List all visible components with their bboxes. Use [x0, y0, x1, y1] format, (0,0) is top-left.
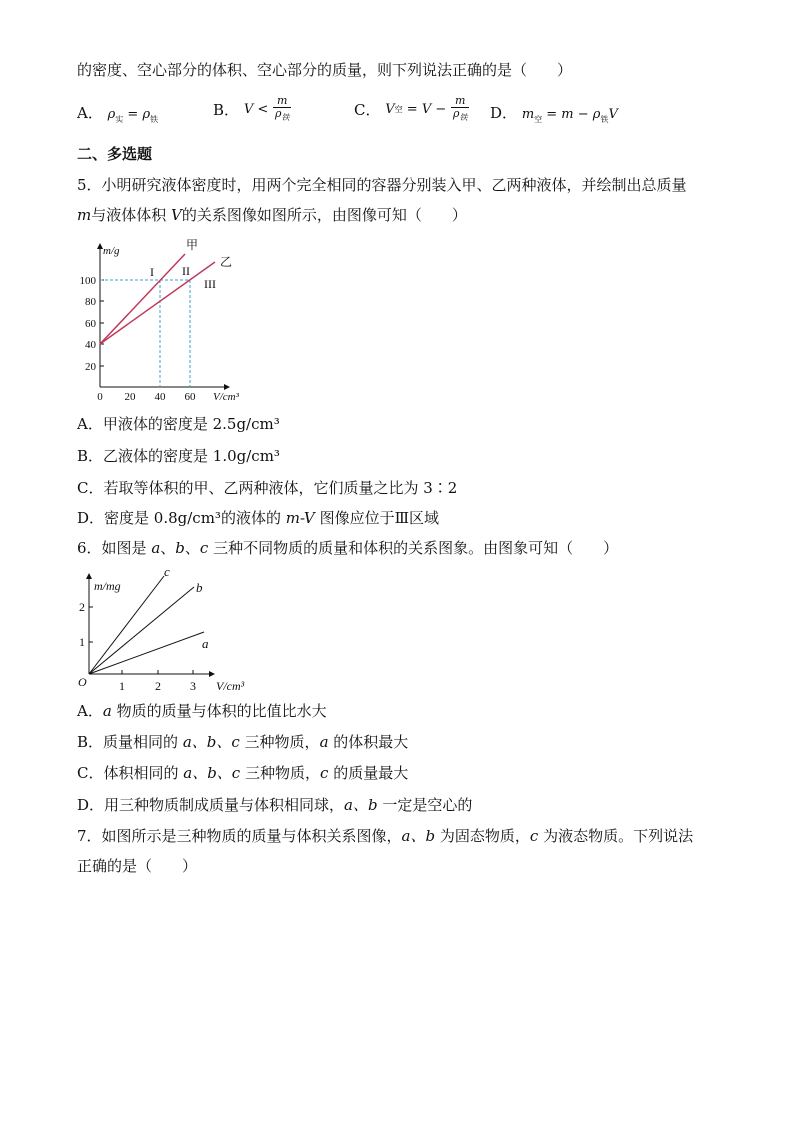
q4-option-d[interactable] — [490, 102, 618, 125]
q4-option-a-eq: = ρ — [123, 107, 151, 122]
q6-xtick-3: 3 — [190, 679, 196, 693]
q5-ytick-20: 20 — [85, 361, 96, 373]
q6-option-c[interactable]: C．体积相同的 a、b、c 三种物质，c 的质量最大 — [77, 764, 409, 782]
q5-label-jia: 甲 — [186, 238, 199, 252]
q4-option-d-rhs-sub: 铁 — [600, 115, 609, 124]
q6-ytick-1: 1 — [79, 635, 85, 649]
q5-line-yi — [100, 262, 215, 344]
q4-option-a-sub1: 实 — [115, 115, 124, 124]
q5-stem-line1: 5．小明研究液体密度时，用两个完全相同的容器分别装入甲、乙两种液体，并绘制出总质量 — [77, 176, 687, 194]
q6-ylabel: m/mg — [94, 579, 121, 593]
q6-option-b[interactable]: B．质量相同的 a、b、c 三种物质，a 的体积最大 — [77, 733, 409, 751]
q5-option-d[interactable]: D．密度是 0.8g/cm³的液体的 m-V 图像应位于Ⅲ区域 — [77, 509, 440, 527]
q5-chart — [77, 232, 277, 404]
q5-y-ticks — [100, 280, 104, 366]
q4-stem-tail: 的密度、空心部分的体积、空心部分的质量，则下列说法正确的是（ ） — [77, 61, 573, 79]
q5-ytick-60: 60 — [85, 318, 96, 330]
q6-line-a — [89, 632, 204, 674]
section-heading: 二、多选题 — [77, 145, 153, 163]
q5-xtick-60: 60 — [184, 391, 196, 403]
q5-ylabel: m/g — [103, 245, 120, 257]
q4-option-b-label: B． — [213, 101, 240, 120]
q5-xtick-0: 0 — [97, 391, 103, 403]
q6-origin: O — [78, 675, 87, 689]
q4-option-c-fraction: $\frac{m}{\rho_铁}$ — [453, 94, 468, 123]
q5-line-jia — [100, 254, 185, 344]
q4-option-a-sub2: 铁 — [150, 115, 159, 124]
q4-option-a-label: A． — [77, 104, 103, 122]
q4-option-c-lhs: V — [385, 102, 395, 118]
q4-option-c[interactable] — [354, 95, 469, 124]
q5-option-a[interactable]: A．甲液体的密度是 2.5g/cm³ — [77, 415, 280, 433]
q7-stem-line2: 正确的是（ ） — [77, 857, 198, 875]
q5-region-2: II — [182, 264, 190, 278]
q6-ticks — [89, 607, 193, 674]
q5-option-b[interactable]: B．乙液体的密度是 1.0g/cm³ — [77, 447, 280, 465]
q5-xtick-20: 20 — [124, 391, 136, 403]
q4-option-a[interactable] — [77, 102, 158, 125]
q5-region-3: III — [204, 277, 216, 291]
q4-option-d-end: V — [608, 107, 618, 122]
q6-option-d[interactable]: D．用三种物质制成质量与体积相同球，a、b 一定是空心的 — [77, 796, 473, 814]
q5-option-c[interactable]: C．若取等体积的甲、乙两种液体，它们质量之比为 3∶2 — [77, 479, 458, 497]
q4-option-d-lhs: m — [521, 107, 535, 122]
q4-option-a-rho1: ρ — [107, 107, 116, 122]
q5-stem-line2: m与液体体积 V的关系图像如图所示，由图像可知（ ） — [77, 206, 467, 224]
q5-xtick-40: 40 — [154, 391, 166, 403]
q5-label-yi: 乙 — [220, 255, 233, 269]
q4-option-b-lhs: V < — [243, 102, 269, 118]
q5-xlabel: V/cm³ — [213, 391, 239, 403]
q4-option-b[interactable] — [213, 95, 291, 124]
q6-line-b — [89, 587, 194, 674]
q6-ytick-2: 2 — [79, 600, 85, 614]
q6-label-a: a — [202, 636, 209, 651]
q4-option-c-label: C． — [354, 101, 381, 120]
q4-option-c-mid: = V − — [402, 102, 447, 118]
q6-xtick-2: 2 — [155, 679, 161, 693]
q6-option-a[interactable]: A．a 物质的质量与体积的比值比水大 — [77, 702, 327, 720]
q4-option-d-rhs: = m − ρ — [542, 107, 601, 122]
q6-stem: 6．如图是 a、b、c 三种不同物质的质量和体积的关系图象。由图象可知（ ） — [77, 539, 619, 557]
q6-label-c: c — [164, 564, 170, 579]
q5-ytick-100: 100 — [79, 275, 96, 287]
q4-option-b-fraction: $\frac{m}{\rho_铁}$ — [275, 94, 290, 123]
q6-xtick-1: 1 — [119, 679, 125, 693]
q5-ytick-40: 40 — [85, 339, 96, 351]
q7-stem-line1: 7．如图所示是三种物质的质量与体积关系图像，a、b 为固态物质，c 为液态物质。下列说法 — [77, 827, 694, 845]
q4-option-d-lhs-sub: 空 — [534, 115, 543, 124]
q5-ytick-80: 80 — [85, 296, 96, 308]
q6-label-b: b — [196, 580, 203, 595]
q6-chart — [74, 562, 264, 697]
q5-region-1: I — [150, 265, 154, 279]
q6-xlabel: V/cm³ — [216, 679, 245, 693]
q4-option-d-label: D． — [490, 104, 518, 122]
q4-option-c-lhs-sub: 空 — [394, 105, 403, 115]
